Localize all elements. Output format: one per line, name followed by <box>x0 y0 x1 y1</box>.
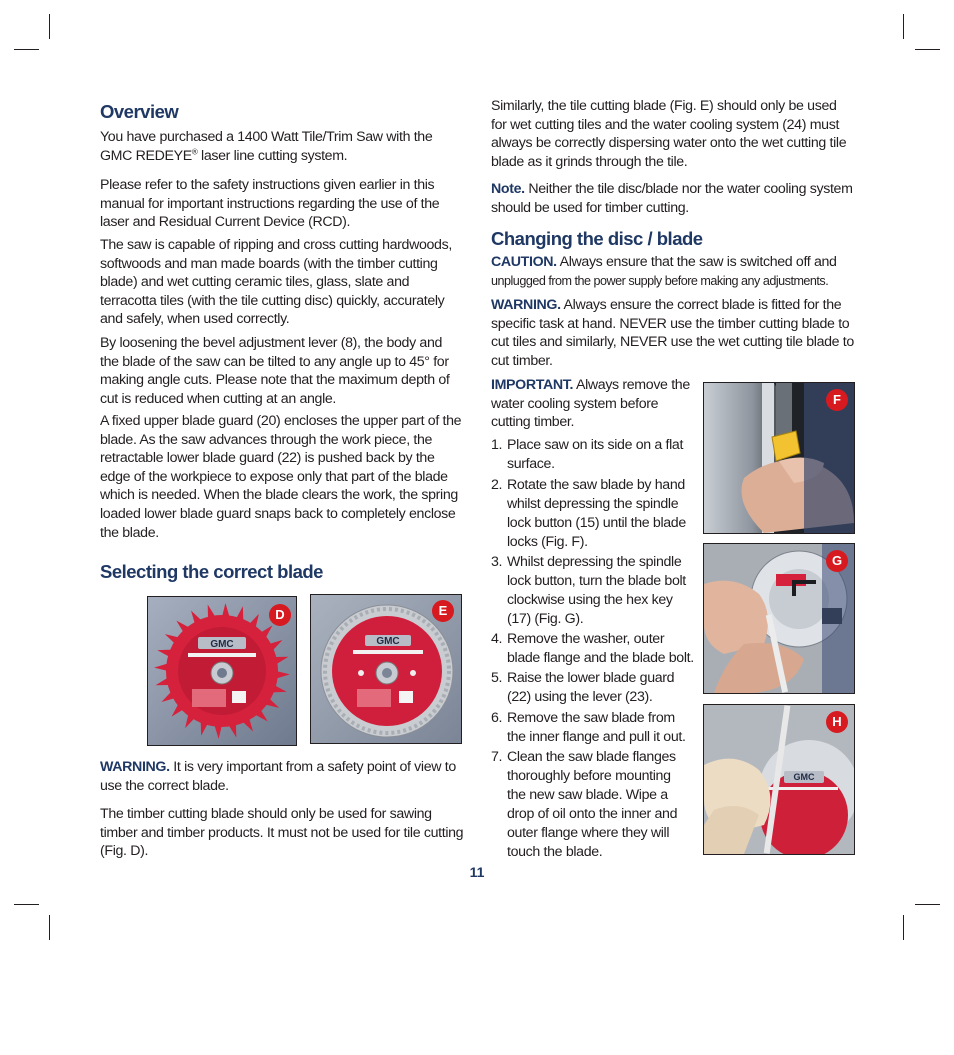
caution-label: CAUTION. <box>491 254 557 270</box>
list-item <box>491 669 691 707</box>
changing-caution <box>491 253 837 290</box>
caution-text-continued: unplugged from the power supply before making any adjustments. <box>491 273 829 288</box>
svg-text:GMC: GMC <box>793 772 815 782</box>
warning-text: It is very important from a safety point of view to use the correct blade. <box>100 759 456 794</box>
selecting-tile-paragraph: Similarly, the tile cutting blade (Fig. E) should only be used for wet cutting tiles and the water cooling system (24) must always be correctly dispersing water onto the wet cutting tile blade as it grinds through the tile. <box>491 98 847 170</box>
figure-e-tile-disc <box>310 594 462 744</box>
svg-text:GMC: GMC <box>210 639 234 650</box>
list-item <box>491 476 691 552</box>
figure-f-spindle-lock <box>703 382 855 534</box>
selecting-warning <box>100 758 464 795</box>
figure-d-badge: D <box>269 604 291 626</box>
crop-mark <box>915 49 940 50</box>
crop-mark <box>14 49 39 50</box>
overview-paragraph-5: A fixed upper blade guard (20) encloses the upper part of the blade. As the saw advances through the work piece, the retractable lower blade guard (22) is pushed back by the edge of the workpiece to expose only that part of the blade which is needed. When the blade clears the work, the spring loaded lower blade guard snaps back to completely enclose the blade. <box>100 413 462 541</box>
figure-h-blade-removal <box>703 704 855 855</box>
changing-warning <box>491 296 855 370</box>
figure-f-badge: F <box>826 389 848 411</box>
step-number: 4. <box>491 631 503 647</box>
important-text: Always remove the water cooling system before cutting timber. <box>491 377 690 431</box>
list-item <box>491 630 696 668</box>
step-text: Remove the saw blade from the inner flange and pull it out. <box>507 710 686 745</box>
changing-important <box>491 376 691 432</box>
overview-p1-text-end: laser line cutting system. <box>197 147 348 164</box>
step-number: 2. <box>491 477 503 493</box>
step-text: Rotate the saw blade by hand whilst depressing the spindle lock button (15) until the blade locks (Fig. F). <box>507 477 686 550</box>
step-text: Whilst depressing the spindle lock button, turn the blade bolt clockwise using the hex key (17) (Fig. G). <box>507 554 686 627</box>
step-number: 7. <box>491 749 503 765</box>
crop-mark <box>49 915 50 940</box>
overview-heading: Overview <box>100 101 179 122</box>
crop-mark <box>903 915 904 940</box>
list-item <box>491 436 691 474</box>
step-number: 6. <box>491 710 503 726</box>
warning-label: WARNING. <box>100 759 170 775</box>
selecting-note <box>491 180 855 217</box>
changing-heading: Changing the disc / blade <box>491 228 703 249</box>
registered-mark: ® <box>191 146 198 156</box>
crop-mark <box>49 14 50 39</box>
step-text: Place saw on its side on a flat surface. <box>507 437 684 472</box>
overview-paragraph-4: By loosening the bevel adjustment lever (8), the body and the blade of the saw can be tilted to any angle up to 45° for making angle cuts. Please note that the maximum depth of cut is reduced when cutting at an angle. <box>100 335 450 407</box>
crop-mark <box>14 904 39 905</box>
step-text: Clean the saw blade flanges thoroughly before mounting the new saw blade. Wipe a drop of oil onto the inner and outer flange where they will touch the blade. <box>507 749 678 860</box>
figure-h-badge: H <box>826 711 848 733</box>
crop-mark <box>903 14 904 39</box>
step-number: 5. <box>491 670 503 686</box>
caution-text: Always ensure that the saw is switched off and <box>556 254 837 270</box>
step-number: 1. <box>491 437 503 453</box>
step-number: 3. <box>491 554 503 570</box>
crop-mark <box>915 904 940 905</box>
note-text: Neither the tile disc/blade nor the water cooling system should be used for timber cutting. <box>491 181 853 216</box>
figure-d-timber-blade <box>147 596 297 746</box>
selecting-timber-paragraph: The timber cutting blade should only be used for sawing timber and timber products. It must not be used for tile cutting (Fig. D). <box>100 806 464 860</box>
list-item <box>491 709 691 747</box>
selecting-heading: Selecting the correct blade <box>100 561 323 582</box>
list-item <box>491 748 691 862</box>
step-text: Remove the washer, outer blade flange and the blade bolt. <box>507 631 694 666</box>
overview-paragraph-1 <box>100 128 464 165</box>
note-label: Note. <box>491 181 525 197</box>
list-item <box>491 553 691 629</box>
overview-paragraph-3: The saw is capable of ripping and cross cutting hardwoods, softwoods and man made boards (with the timber cutting blade) and wet cutting ceramic tiles, glass, slate and terracotta tiles (with the tile cutting disc) quickly, accurately and safely, when used correctly. <box>100 237 452 328</box>
important-label: IMPORTANT. <box>491 377 574 393</box>
step-text: Raise the lower blade guard (22) using the lever (23). <box>507 670 675 705</box>
page-number: 11 <box>469 864 485 880</box>
figure-g-badge: G <box>826 550 848 572</box>
overview-paragraph-2: Please refer to the safety instructions given earlier in this manual for important instructions regarding the use of the laser and Residual Current Device (RCD). <box>100 177 440 231</box>
figure-g-hex-key <box>703 543 855 694</box>
overview-p1-text: You have purchased a 1400 Watt Tile/Trim Saw with the GMC REDEYE <box>100 129 433 164</box>
warning-text: Always ensure the correct blade is fitted for the specific task at hand. NEVER use the timber cutting blade to cut tiles and similarly, NEVER use the wet cutting tile blade to cut timber. <box>491 297 854 369</box>
warning-label: WARNING. <box>491 297 561 313</box>
svg-text:GMC: GMC <box>376 636 400 647</box>
figure-e-badge: E <box>432 600 454 622</box>
